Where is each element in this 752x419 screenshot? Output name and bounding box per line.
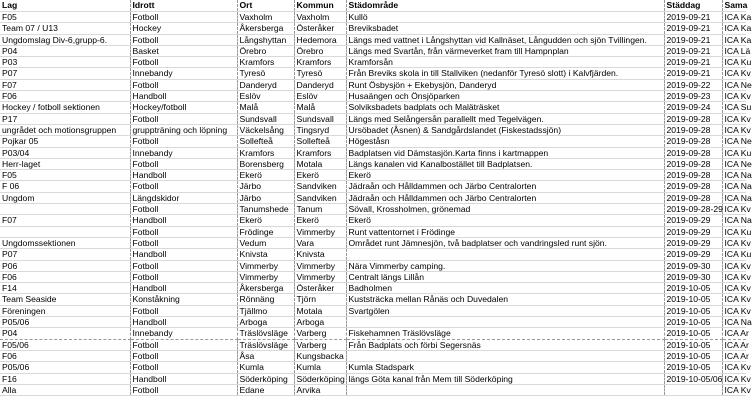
- cell-staddag[interactable]: 2019-09-28: [664, 136, 722, 147]
- cell-samarbete[interactable]: ICA Ne: [722, 136, 746, 147]
- cell-lag[interactable]: F06: [0, 271, 130, 282]
- cell-samarbete[interactable]: ICA Kv: [722, 294, 746, 305]
- cell-lag[interactable]: P03/04: [0, 147, 130, 158]
- cell-idrott[interactable]: Fotboll: [130, 204, 237, 215]
- table-row: [0, 34, 746, 45]
- cell-stadomrade[interactable]: Från Breviks skola in till Stallviken (nedanför Tyresö slott) i Kalvfjärden.: [346, 68, 664, 79]
- cell-samarbete[interactable]: ICA Kv: [722, 260, 746, 271]
- cell-samarbete[interactable]: ICA Ar: [722, 339, 746, 350]
- cell-idrott[interactable]: Fotboll: [130, 271, 237, 282]
- cell-staddag[interactable]: 2019-09-30: [664, 260, 722, 271]
- cell-ort[interactable]: Vimmerby: [237, 271, 294, 282]
- column-header-staddag[interactable]: Städdag: [664, 0, 722, 12]
- cell-ort[interactable]: Borensberg: [237, 158, 294, 169]
- cell-idrott[interactable]: Handboll: [130, 215, 237, 226]
- cell-staddag[interactable]: 2019-09-22: [664, 79, 722, 90]
- cell-staddag[interactable]: 2019-10-05/06: [664, 373, 722, 384]
- cell-staddag[interactable]: 2019-09-28: [664, 158, 722, 169]
- cell-samarbete[interactable]: ICA Na: [722, 170, 746, 181]
- cell-stadomrade[interactable]: Sövall, Krossholmen, grönemad: [346, 204, 664, 215]
- cell-lag[interactable]: F07: [0, 215, 130, 226]
- cell-lag[interactable]: Team Seaside: [0, 294, 130, 305]
- cell-staddag[interactable]: 2019-10-05: [664, 362, 722, 373]
- cell-samarbete[interactable]: ICA Ka: [722, 23, 746, 34]
- cell-kommun[interactable]: Tjörn: [294, 294, 346, 305]
- cell-kommun[interactable]: Arboga: [294, 317, 346, 328]
- table-row: [0, 317, 746, 328]
- cell-ort[interactable]: Träslövsläge: [237, 339, 294, 350]
- cell-ort[interactable]: Frödinge: [237, 226, 294, 237]
- cell-idrott[interactable]: Fotboll: [130, 339, 237, 350]
- cell-kommun[interactable]: Motala: [294, 305, 346, 316]
- table-row: [0, 294, 746, 305]
- cell-staddag[interactable]: 2019-09-23: [664, 91, 722, 102]
- table-row: [0, 237, 746, 248]
- cell-idrott[interactable]: Fotboll: [130, 305, 237, 316]
- cell-lag[interactable]: F06: [0, 91, 130, 102]
- cell-lag[interactable]: F14: [0, 283, 130, 294]
- cell-stadomrade[interactable]: [346, 249, 664, 260]
- cell-lag[interactable]: F05: [0, 12, 130, 23]
- cell-idrott[interactable]: Fotboll: [130, 237, 237, 248]
- table-row: [0, 68, 746, 79]
- cell-stadomrade[interactable]: Högeståsn: [346, 136, 664, 147]
- cell-idrott[interactable]: Handboll: [130, 283, 237, 294]
- cell-ort[interactable]: Järbo: [237, 181, 294, 192]
- cell-stadomrade[interactable]: Badplatsen vid Dämstasjön.Karta finns i kartmappen: [346, 147, 664, 158]
- cell-samarbete[interactable]: ICA Ka: [722, 34, 746, 45]
- cell-lag[interactable]: P04: [0, 45, 130, 56]
- cell-lag[interactable]: F06: [0, 350, 130, 361]
- cell-staddag[interactable]: 2019-10-05: [664, 317, 722, 328]
- cell-staddag[interactable]: 2019-09-29: [664, 249, 722, 260]
- cell-samarbete[interactable]: ICA Na: [722, 215, 746, 226]
- cell-kommun[interactable]: Vimmerby: [294, 260, 346, 271]
- cell-idrott[interactable]: Fotboll: [130, 57, 237, 68]
- cell-idrott[interactable]: Fotboll: [130, 226, 237, 237]
- cell-idrott[interactable]: Fotboll: [130, 34, 237, 45]
- table-row: [0, 57, 746, 68]
- cell-ort[interactable]: Åsa: [237, 350, 294, 361]
- cell-samarbete[interactable]: ICA Kv: [722, 204, 746, 215]
- table-row: [0, 181, 746, 192]
- column-header-ort[interactable]: Ort: [237, 0, 294, 12]
- cell-idrott[interactable]: Fotboll: [130, 136, 237, 147]
- cell-kommun[interactable]: Örebro: [294, 45, 346, 56]
- cell-staddag[interactable]: 2019-09-21: [664, 23, 722, 34]
- cell-ort[interactable]: Vimmerby: [237, 260, 294, 271]
- cell-kommun[interactable]: Sollefteå: [294, 136, 346, 147]
- cell-idrott[interactable]: Hockey: [130, 23, 237, 34]
- header-row: [0, 0, 746, 12]
- cell-stadomrade[interactable]: Från Badplats och förbi Segersnäs: [346, 339, 664, 350]
- cell-staddag[interactable]: 2019-09-21: [664, 12, 722, 23]
- cell-stadomrade[interactable]: Jädraån och Hålldammen och Järbo Centralorten: [346, 181, 664, 192]
- cell-lag[interactable]: F05: [0, 170, 130, 181]
- cell-ort[interactable]: Kramfors: [237, 147, 294, 158]
- cell-ort[interactable]: Kumla: [237, 362, 294, 373]
- cell-stadomrade[interactable]: Kuststräcka mellan Rånäs och Duvedalen: [346, 294, 664, 305]
- cell-idrott[interactable]: Handboll: [130, 170, 237, 181]
- cell-kommun[interactable]: Ekerö: [294, 170, 346, 181]
- cell-stadomrade[interactable]: Badholmen: [346, 283, 664, 294]
- cell-staddag[interactable]: 2019-10-05: [664, 294, 722, 305]
- cell-samarbete[interactable]: ICA Kv: [722, 68, 746, 79]
- cell-samarbete[interactable]: ICA Lä: [722, 45, 746, 56]
- cell-ort[interactable]: Örebro: [237, 45, 294, 56]
- cell-lag[interactable]: P04: [0, 328, 130, 339]
- cell-ort[interactable]: Åkersberga: [237, 283, 294, 294]
- table-row: [0, 136, 746, 147]
- cell-stadomrade[interactable]: Längs med Selångersån parallellt med Tegelvägen.: [346, 113, 664, 124]
- cell-stadomrade[interactable]: Ursöbadet (Åsnen) & Sandgårdslandet (Fiskestadssjön): [346, 124, 664, 135]
- table-row: [0, 147, 746, 158]
- cell-ort[interactable]: Långshyttan: [237, 34, 294, 45]
- table-row: [0, 158, 746, 169]
- cell-lag[interactable]: Ungdom: [0, 192, 130, 203]
- cell-ort[interactable]: Malå: [237, 102, 294, 113]
- cell-lag[interactable]: P07: [0, 249, 130, 260]
- table-row: [0, 215, 746, 226]
- column-header-stadomrade[interactable]: Städområde: [346, 0, 664, 12]
- cell-kommun[interactable]: Tanum: [294, 204, 346, 215]
- cell-kommun[interactable]: Vaxholm: [294, 12, 346, 23]
- cell-idrott[interactable]: Fotboll: [130, 362, 237, 373]
- cell-stadomrade[interactable]: längs Göta kanal från Mem till Söderköping: [346, 373, 664, 384]
- table-row: [0, 260, 746, 271]
- cell-stadomrade[interactable]: Längs med vattnet i Långshyttan vid Kallnäset, Långudden och sjön Tvillingen.: [346, 34, 664, 45]
- cell-idrott[interactable]: Innebandy: [130, 68, 237, 79]
- table-row: [0, 91, 746, 102]
- cell-samarbete[interactable]: ICA Kv: [722, 113, 746, 124]
- cell-lag[interactable]: P06: [0, 260, 130, 271]
- cell-staddag[interactable]: 2019-09-29: [664, 215, 722, 226]
- cell-ort[interactable]: Danderyd: [237, 79, 294, 90]
- cell-ort[interactable]: Vedum: [237, 237, 294, 248]
- cell-staddag[interactable]: 2019-09-28: [664, 147, 722, 158]
- cell-lag[interactable]: ungrådet och motionsgruppen: [0, 124, 130, 135]
- cell-samarbete[interactable]: ICA Kv: [722, 283, 746, 294]
- table-row: [0, 373, 746, 384]
- cell-samarbete[interactable]: ICA Kv: [722, 384, 746, 395]
- cell-staddag[interactable]: 2019-09-29: [664, 237, 722, 248]
- cell-idrott[interactable]: Fotboll: [130, 181, 237, 192]
- cell-ort[interactable]: Edane: [237, 384, 294, 395]
- cell-ort[interactable]: Sollefteå: [237, 136, 294, 147]
- cell-idrott[interactable]: Konståkning: [130, 294, 237, 305]
- cell-staddag[interactable]: 2019-09-28-29: [664, 204, 722, 215]
- cell-staddag[interactable]: 2019-09-28: [664, 124, 722, 135]
- cell-kommun[interactable]: Sundsvall: [294, 113, 346, 124]
- cell-idrott[interactable]: Innebandy: [130, 328, 237, 339]
- cell-kommun[interactable]: Varberg: [294, 328, 346, 339]
- cell-kommun[interactable]: Kumla: [294, 362, 346, 373]
- cell-lag[interactable]: Team 07 / U13: [0, 23, 130, 34]
- cell-lag[interactable]: P07: [0, 68, 130, 79]
- cell-lag[interactable]: Ungdomslag Div-6,grupp-6.: [0, 34, 130, 45]
- table-row: [0, 350, 746, 361]
- table-row: [0, 226, 746, 237]
- cell-staddag[interactable]: 2019-09-21: [664, 34, 722, 45]
- table-row: [0, 45, 746, 56]
- cell-staddag[interactable]: 2019-09-21: [664, 57, 722, 68]
- cell-ort[interactable]: Vaxholm: [237, 12, 294, 23]
- cell-kommun[interactable]: Söderköping: [294, 373, 346, 384]
- cell-lag[interactable]: P05/06: [0, 362, 130, 373]
- table-row: [0, 271, 746, 282]
- table-row: [0, 362, 746, 373]
- cell-ort[interactable]: Tyresö: [237, 68, 294, 79]
- cell-stadomrade[interactable]: [346, 384, 664, 395]
- table-row: [0, 102, 746, 113]
- cell-lag[interactable]: Ungdomssektionen: [0, 237, 130, 248]
- table-row: [0, 204, 746, 215]
- cell-stadomrade[interactable]: Centralt längs Lillån: [346, 271, 664, 282]
- cell-kommun[interactable]: Vara: [294, 237, 346, 248]
- cell-samarbete[interactable]: ICA Na: [722, 192, 746, 203]
- cell-stadomrade[interactable]: Kullö: [346, 12, 664, 23]
- cell-staddag[interactable]: 2019-10-05: [664, 328, 722, 339]
- cell-kommun[interactable]: Vimmerby: [294, 271, 346, 282]
- cell-ort[interactable]: Rönnäng: [237, 294, 294, 305]
- cell-idrott[interactable]: Fotboll: [130, 260, 237, 271]
- table-row: [0, 23, 746, 34]
- cell-ort[interactable]: Tanumshede: [237, 204, 294, 215]
- column-header-idrott[interactable]: Idrott: [130, 0, 237, 12]
- cell-ort[interactable]: Väckelsång: [237, 124, 294, 135]
- cell-ort[interactable]: Eslöv: [237, 91, 294, 102]
- cell-idrott[interactable]: Längdskidor: [130, 192, 237, 203]
- cell-kommun[interactable]: Ekerö: [294, 215, 346, 226]
- cell-stadomrade[interactable]: Runt vattentornet i Frödinge: [346, 226, 664, 237]
- cell-samarbete[interactable]: ICA Ku: [722, 57, 746, 68]
- cell-samarbete[interactable]: ICA Ku: [722, 249, 746, 260]
- cell-samarbete[interactable]: ICA Na: [722, 317, 746, 328]
- cell-kommun[interactable]: Malå: [294, 102, 346, 113]
- cell-kommun[interactable]: Tyresö: [294, 68, 346, 79]
- cell-ort[interactable]: Sundsvall: [237, 113, 294, 124]
- cell-staddag[interactable]: 2019-09-21: [664, 68, 722, 79]
- table-row: [0, 328, 746, 339]
- cell-staddag[interactable]: 2019-09-28: [664, 113, 722, 124]
- cell-samarbete[interactable]: ICA Kv: [722, 91, 746, 102]
- cell-kommun[interactable]: Eslöv: [294, 91, 346, 102]
- cell-stadomrade[interactable]: Breviksbadet: [346, 23, 664, 34]
- table-row: [0, 12, 746, 23]
- cell-stadomrade[interactable]: Längs kanalen vid Kanalbostället till Badplatsen.: [346, 158, 664, 169]
- cell-kommun[interactable]: Sandviken: [294, 192, 346, 203]
- cell-staddag[interactable]: 2019-09-21: [664, 45, 722, 56]
- table-row: [0, 305, 746, 316]
- cell-staddag[interactable]: 2019-09-29: [664, 226, 722, 237]
- cell-staddag[interactable]: 2019-10-05: [664, 339, 722, 350]
- cell-stadomrade[interactable]: Ekerö: [346, 170, 664, 181]
- table-row: [0, 79, 746, 90]
- cell-samarbete[interactable]: ICA Kv: [722, 237, 746, 248]
- cell-ort[interactable]: Åkersberga: [237, 23, 294, 34]
- cell-idrott[interactable]: Handboll: [130, 91, 237, 102]
- cell-samarbete[interactable]: ICA Kv: [722, 373, 746, 384]
- cell-staddag[interactable]: 2019-09-30: [664, 271, 722, 282]
- cell-kommun[interactable]: Tingsryd: [294, 124, 346, 135]
- cell-ort[interactable]: Knivsta: [237, 249, 294, 260]
- cell-idrott[interactable]: Basket: [130, 45, 237, 56]
- cell-ort[interactable]: Kramfors: [237, 57, 294, 68]
- cell-kommun[interactable]: Motala: [294, 158, 346, 169]
- cell-idrott[interactable]: Handboll: [130, 373, 237, 384]
- cell-ort[interactable]: Ekerö: [237, 215, 294, 226]
- table-row: [0, 283, 746, 294]
- cell-kommun[interactable]: Kramfors: [294, 147, 346, 158]
- cell-stadomrade[interactable]: Svartgölen: [346, 305, 664, 316]
- cell-ort[interactable]: Arboga: [237, 317, 294, 328]
- cell-ort[interactable]: Ekerö: [237, 170, 294, 181]
- cell-kommun[interactable]: Sandviken: [294, 181, 346, 192]
- table-row: [0, 124, 746, 135]
- column-header-samarbete[interactable]: Sama: [722, 0, 746, 12]
- cell-idrott[interactable]: Innebandy: [130, 147, 237, 158]
- cell-stadomrade[interactable]: Kramforsån: [346, 57, 664, 68]
- cell-samarbete[interactable]: ICA Ne: [722, 158, 746, 169]
- cell-staddag[interactable]: 2019-10-05: [664, 305, 722, 316]
- cell-kommun[interactable]: Österåker: [294, 283, 346, 294]
- cell-samarbete[interactable]: ICA Na: [722, 181, 746, 192]
- cell-stadomrade[interactable]: Fiskehamnen Träslövsläge: [346, 328, 664, 339]
- cell-stadomrade[interactable]: Jädraån och Hålldammen och Järbo Centralorten: [346, 192, 664, 203]
- cell-kommun[interactable]: Hedemora: [294, 34, 346, 45]
- table-row: [0, 113, 746, 124]
- cell-stadomrade[interactable]: [346, 350, 664, 361]
- cell-ort[interactable]: Träslövsläge: [237, 328, 294, 339]
- cell-lag[interactable]: Hockey / fotboll sektionen: [0, 102, 130, 113]
- cell-staddag[interactable]: 2019-09-28: [664, 170, 722, 181]
- cell-lag[interactable]: F07: [0, 79, 130, 90]
- cell-lag[interactable]: P17: [0, 113, 130, 124]
- cell-staddag[interactable]: 2019-10-05: [664, 350, 722, 361]
- cell-kommun[interactable]: Varberg: [294, 339, 346, 350]
- cell-idrott[interactable]: Fotboll: [130, 12, 237, 23]
- table-row: [0, 192, 746, 203]
- cell-lag[interactable]: P05/06: [0, 317, 130, 328]
- cell-lag[interactable]: Herr-laget: [0, 158, 130, 169]
- cell-lag[interactable]: [0, 226, 130, 237]
- cell-kommun[interactable]: Arvika: [294, 384, 346, 395]
- table-row: [0, 249, 746, 260]
- cell-samarbete[interactable]: ICA Kv: [722, 124, 746, 135]
- cell-stadomrade[interactable]: Längs med Svartån, från värmeverket fram till Hampnplan: [346, 45, 664, 56]
- cell-staddag[interactable]: [664, 384, 722, 395]
- cell-samarbete[interactable]: ICA Kv: [722, 305, 746, 316]
- cell-lag[interactable]: P03: [0, 57, 130, 68]
- cell-stadomrade[interactable]: [346, 317, 664, 328]
- cell-stadomrade[interactable]: Området runt Jämnesjön, två badplatser och vandringsled runt sjön.: [346, 237, 664, 248]
- cell-idrott[interactable]: Fotboll: [130, 113, 237, 124]
- cell-lag[interactable]: Föreningen: [0, 305, 130, 316]
- cell-samarbete[interactable]: ICA Ar: [722, 328, 746, 339]
- cell-lag[interactable]: F16: [0, 373, 130, 384]
- cell-idrott[interactable]: Fotboll: [130, 350, 237, 361]
- cell-kommun[interactable]: Kramfors: [294, 57, 346, 68]
- table-row: [0, 170, 746, 181]
- cell-kommun[interactable]: Danderyd: [294, 79, 346, 90]
- cell-samarbete[interactable]: ICA Kv: [722, 362, 746, 373]
- cell-ort[interactable]: Söderköping: [237, 373, 294, 384]
- cell-stadomrade[interactable]: Solviksbadets badplats och Maläträsket: [346, 102, 664, 113]
- cell-staddag[interactable]: 2019-09-28: [664, 192, 722, 203]
- cell-stadomrade[interactable]: Husaängen och Önsjöparken: [346, 91, 664, 102]
- cell-lag[interactable]: Alla: [0, 384, 130, 395]
- cell-lag[interactable]: F05/06: [0, 339, 130, 350]
- cell-stadomrade[interactable]: Nära Vimmerby camping.: [346, 260, 664, 271]
- cell-samarbete[interactable]: ICA Ne: [722, 79, 746, 90]
- cell-idrott[interactable]: Fotboll: [130, 158, 237, 169]
- cell-idrott[interactable]: Fotboll: [130, 384, 237, 395]
- cell-kommun[interactable]: Knivsta: [294, 249, 346, 260]
- cell-idrott[interactable]: Fotboll: [130, 79, 237, 90]
- cell-samarbete[interactable]: ICA Kv: [722, 271, 746, 282]
- table-row: [0, 339, 746, 350]
- cell-lag[interactable]: [0, 204, 130, 215]
- cell-stadomrade[interactable]: Kumla Stadspark: [346, 362, 664, 373]
- cell-idrott[interactable]: Handboll: [130, 317, 237, 328]
- cell-stadomrade[interactable]: Runt Ösbysjön + Ekebysjön, Danderyd: [346, 79, 664, 90]
- cell-stadomrade[interactable]: Ekerö: [346, 215, 664, 226]
- column-header-lag[interactable]: Lag: [0, 0, 130, 12]
- cell-idrott[interactable]: Handboll: [130, 249, 237, 260]
- cell-kommun[interactable]: Österåker: [294, 23, 346, 34]
- cell-samarbete[interactable]: ICA Ka: [722, 12, 746, 23]
- cell-idrott[interactable]: gruppträning och löpning: [130, 124, 237, 135]
- column-header-kommun[interactable]: Kommun: [294, 0, 346, 12]
- cell-ort[interactable]: Järbo: [237, 192, 294, 203]
- table-row: [0, 384, 746, 395]
- cell-samarbete[interactable]: ICA Ar: [722, 350, 746, 361]
- cell-staddag[interactable]: 2019-09-24: [664, 102, 722, 113]
- cell-samarbete[interactable]: ICA Su: [722, 102, 746, 113]
- cell-samarbete[interactable]: ICA Ku: [722, 226, 746, 237]
- cell-ort[interactable]: Tjällmo: [237, 305, 294, 316]
- cell-idrott[interactable]: Hockey/fotboll: [130, 102, 237, 113]
- cell-staddag[interactable]: 2019-10-05: [664, 283, 722, 294]
- cell-lag[interactable]: Pojkar 05: [0, 136, 130, 147]
- cell-lag[interactable]: F 06: [0, 181, 130, 192]
- cell-kommun[interactable]: Vimmerby: [294, 226, 346, 237]
- cell-kommun[interactable]: Kungsbacka: [294, 350, 346, 361]
- cell-samarbete[interactable]: ICA Ku: [722, 147, 746, 158]
- cell-staddag[interactable]: 2019-09-28: [664, 181, 722, 192]
